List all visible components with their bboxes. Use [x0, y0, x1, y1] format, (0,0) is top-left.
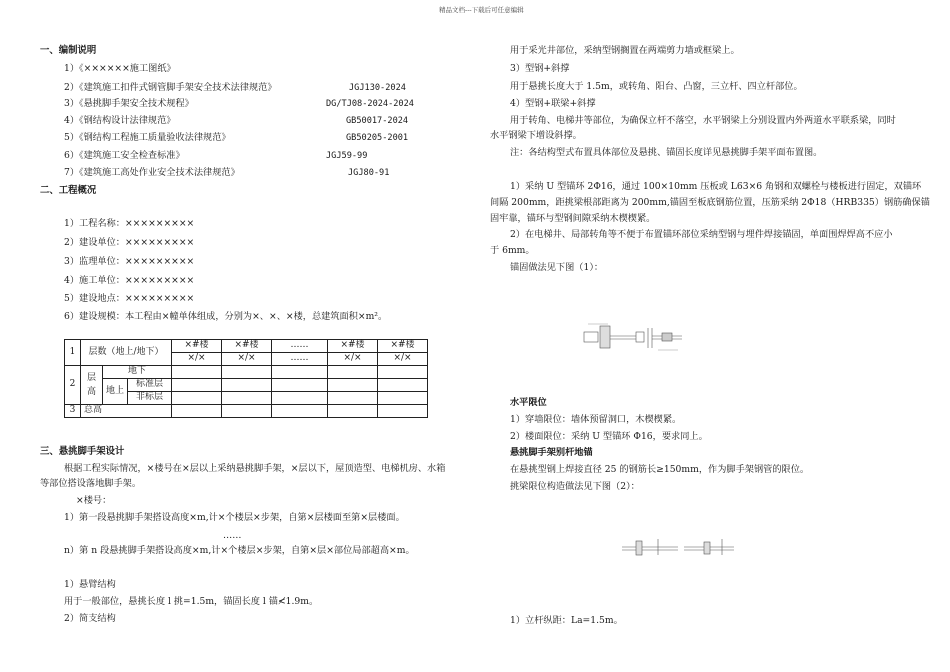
- subheading: 1）悬臂结构: [64, 579, 116, 590]
- overview-item: 6）建设规模：本工程由×幢单体组成，分别为×、×、×楼，总建筑面积×m²。: [64, 311, 388, 322]
- building-header: ×#楼: [328, 340, 378, 353]
- row-number: 2: [65, 366, 81, 405]
- paragraph: 1）第一段悬挑脚手架搭设高度×m,计×个楼层×步架，自第×层楼面至第×层楼面。: [64, 512, 405, 523]
- paragraph: 2）楼面限位：采纳 U 型锚环 Φ16，要求同上。: [510, 431, 708, 442]
- subheading: 4）型钢+联梁+斜撑: [510, 98, 596, 109]
- note: 注：各结构型式布置具体部位及悬挑、锚固长度详见悬挑脚手架平面布置图。: [510, 147, 823, 158]
- floor-count: ×/×: [328, 353, 378, 366]
- paragraph: 水平钢梁下增设斜撑。: [490, 130, 582, 141]
- building-levels-table: [64, 339, 428, 418]
- overview-item: 2）建设单位：×××××××××: [64, 237, 195, 248]
- paragraph: n）第 n 段悬挑脚手架搭设高度×m,计×个楼层×步架，自第×层×部位局部超高×m。: [64, 545, 415, 556]
- ref-item-name: 3）《悬挑脚手架安全技术规程》: [64, 98, 194, 109]
- paragraph: 用于悬挑长度大于 1.5m，或转角、阳台、凸窗，三立杆、四立杆部位。: [510, 81, 803, 92]
- table-row: [65, 366, 428, 379]
- ref-item-code: JGJ80-91: [348, 168, 390, 178]
- anchor-detail-figure: [578, 318, 688, 358]
- sub-label: 标准层: [128, 379, 172, 392]
- sub-label: 地下: [103, 366, 172, 379]
- figure-caption: 锚固做法见下图（1）：: [510, 262, 604, 273]
- sub-label: 非标层: [128, 392, 172, 405]
- paragraph: 1）穿墙限位：墙体预留洞口，木楔楔紧。: [510, 414, 682, 425]
- paragraph: 用于一般部位，悬挑长度 l 挑=1.5m，锚固长度 l 锚≮1.9m。: [64, 596, 319, 607]
- ref-item-code: GB50205-2001: [346, 133, 409, 143]
- ref-item-name: 2）《建筑施工扣件式钢管脚手架安全技术法律规范》: [64, 82, 277, 93]
- paragraph: 固牢靠，锚环与型钢间隙采纳木楔楔紧。: [490, 213, 656, 224]
- ref-item-code: DG/TJ08-2024-2024: [326, 99, 414, 109]
- paragraph: 根据工程实际情况，×楼号在×层以上采纳悬挑脚手架，×层以下，屋顶造型、电梯机房、水箱: [64, 463, 446, 474]
- section-heading: 水平限位: [510, 397, 547, 408]
- section-title-3: 三、悬挑脚手架设计: [40, 446, 125, 457]
- ref-item-name: 4）《钢结构设计法律规范》: [64, 115, 176, 126]
- row-number: 1: [65, 340, 81, 366]
- ref-item-name: 5）《钢结构工程施工质量验收法律规范》: [64, 132, 231, 143]
- paragraph: 1）立杆纵距：La=1.5m。: [510, 615, 623, 626]
- floor-count: ×/×: [222, 353, 272, 366]
- floor-count: ×/×: [172, 353, 222, 366]
- paragraph: ……: [223, 530, 242, 541]
- table-row: [65, 379, 428, 392]
- ref-item-name: 1）《××××××施工图纸》: [64, 63, 176, 74]
- building-header: ×#楼: [378, 340, 428, 353]
- paragraph: 于 6mm。: [490, 245, 535, 256]
- overview-item: 5）建设地点：×××××××××: [64, 293, 195, 304]
- figure-caption: 挑梁限位构造做法见下图（2）：: [510, 481, 640, 492]
- paragraph: 1）采纳 U 型锚环 2Φ16，通过 100×10mm 压板或 L63×6 角钢和双螺栓与楼板进行固定，双锚环: [510, 181, 922, 192]
- overview-item: 3）监理单位：×××××××××: [64, 256, 195, 267]
- floor-count: ×/×: [378, 353, 428, 366]
- ref-item-name: 6）《建筑施工安全检查标准》: [64, 150, 185, 161]
- table-row: [65, 405, 428, 418]
- section-heading: 悬挑脚手架别杆地锚: [510, 447, 593, 458]
- overview-item: 1）工程名称：×××××××××: [64, 218, 195, 229]
- paragraph: 用于转角、电梯井等部位，为确保立杆不落空，水平钢梁上分别设置内外两道水平联系梁，同时: [510, 115, 896, 126]
- sub-label: 地上: [103, 379, 128, 405]
- ref-item-code: JGJ59-99: [326, 151, 368, 161]
- building-header: ×#楼: [222, 340, 272, 353]
- row-number: 3: [65, 405, 81, 418]
- building-header: ×#楼: [172, 340, 222, 353]
- row-label: 层数（地上/地下）: [81, 340, 172, 366]
- paragraph: 在悬挑型钢上焊接直径 25 的钢筋长≥150mm，作为脚手架钢管的限位。: [510, 464, 810, 475]
- subheading: 2）简支结构: [64, 613, 116, 624]
- floor-count: ……: [272, 353, 328, 366]
- ref-item-code: JGJ130-2024: [349, 83, 406, 93]
- paragraph: 间隔 200mm，距挑梁根部距离为 200mm,锚固至板底钢筋位置，压筋采纳 2Φ18（HRB335）钢筋确保锚: [490, 197, 930, 208]
- section-title-1: 一、编制说明: [40, 45, 97, 56]
- paragraph: 等部位搭设落地脚手架。: [40, 478, 142, 489]
- paragraph: 2）在电梯井、局部转角等不便于布置锚环部位采纳型钢与埋件焊接锚固，单面围焊焊高不应小: [510, 229, 893, 240]
- page-header-note: 精品文档---下载后可任意编辑: [439, 6, 524, 14]
- cantilever-limit-figure: [618, 537, 738, 559]
- ref-item-name: 7）《建筑施工高处作业安全技术法律规范》: [64, 167, 240, 178]
- row-label: 总高: [81, 405, 172, 418]
- overview-item: 4）施工单位：×××××××××: [64, 275, 195, 286]
- table-row: [65, 340, 428, 353]
- building-header: ……: [272, 340, 328, 353]
- section-title-2: 二、工程概况: [40, 185, 97, 196]
- row-label: 层高: [81, 366, 103, 405]
- subheading: 3）型钢+斜撑: [510, 63, 570, 74]
- paragraph: ×楼号：: [76, 495, 112, 506]
- paragraph: 用于采光井部位，采纳型钢搁置在两端剪力墙或框梁上。: [510, 45, 740, 56]
- ref-item-code: GB50017-2024: [346, 116, 409, 126]
